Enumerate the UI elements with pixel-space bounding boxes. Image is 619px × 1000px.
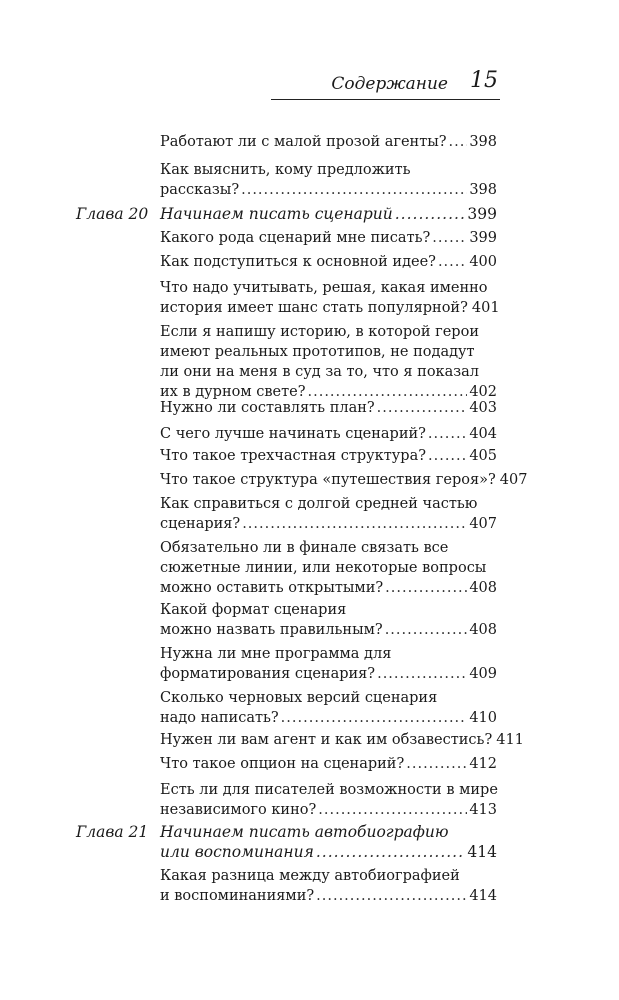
entry-text-line: Начинаем писать сценарий (160, 205, 393, 223)
entry-page-number: 398 (469, 182, 497, 198)
toc-entry (160, 132, 497, 152)
entry-text-line: Какая разница между автобиографией (160, 868, 460, 884)
dot-leader (395, 204, 466, 224)
entry-last-line (160, 398, 497, 418)
entry-text-line: Что надо учитывать, решая, какая именно (160, 280, 488, 296)
entry-text-line: можно назвать правильным? (160, 622, 383, 638)
entry-text-line: Есть ли для писателей возможности в мире (160, 782, 498, 798)
dot-leader (281, 708, 468, 728)
entry-page-number: 403 (469, 400, 497, 416)
dot-leader (438, 252, 467, 272)
toc-entry (160, 424, 497, 444)
entry-text-line: сценария? (160, 516, 241, 532)
entry-last-line (160, 424, 497, 444)
toc-entry (160, 398, 497, 418)
entry-text-line: Что такое структура «путешествия героя»? (160, 472, 496, 488)
entry-text-line: и воспоминаниями? (160, 888, 315, 904)
toc-entry (160, 600, 497, 640)
entry-text-line: Нужно ли составлять план? (160, 400, 375, 416)
entry-text-line: Как выяснить, кому предложить (160, 162, 411, 178)
entry-text-line: Какого рода сценарий мне писать? (160, 230, 431, 246)
toc-chapter-entry (76, 822, 497, 862)
entry-last-line (160, 180, 497, 200)
entry-page-number: 407 (469, 516, 497, 532)
toc-entry (160, 688, 497, 728)
entry-last-line (160, 446, 497, 466)
entry-last-line (160, 470, 528, 490)
entry-text-line: ли они на меня в суд за то, что я показал (160, 364, 480, 380)
entry-last-line (160, 730, 524, 750)
entry-last-line (160, 842, 497, 862)
entry-last-line (160, 514, 497, 534)
toc-entry (160, 494, 497, 534)
entry-last-line (160, 252, 497, 272)
entry-text-line: Что такое опцион на сценарий? (160, 756, 405, 772)
chapter-label: Глава 21 (76, 823, 149, 841)
chapter-label: Глава 20 (76, 205, 149, 223)
dot-leader (385, 578, 467, 598)
header-rule (271, 99, 500, 100)
toc-entry (160, 730, 524, 750)
toc-entry (160, 252, 497, 272)
dot-leader (242, 514, 467, 534)
entry-text-line: Сколько черновых версий сценария (160, 690, 438, 706)
entry-text-line: можно оставить открытыми? (160, 580, 384, 596)
entry-text-line: Как подступиться к основной идее? (160, 254, 436, 270)
entry-page-number: 398 (469, 134, 497, 150)
dot-leader (449, 132, 468, 152)
entry-last-line (160, 298, 500, 318)
entry-text-line: рассказы? (160, 182, 240, 198)
toc-entry (160, 278, 500, 318)
entry-text-line: Работают ли с малой прозой агенты? (160, 134, 447, 150)
entry-text-line: надо написать? (160, 710, 279, 726)
entry-text-line: Какой формат сценария (160, 602, 347, 618)
toc-chapter-entry (76, 204, 497, 224)
entry-last-line (160, 228, 497, 248)
entry-last-line (160, 708, 497, 728)
toc-entry (160, 644, 497, 684)
toc-entry (160, 866, 497, 906)
entry-page-number: 399 (469, 230, 497, 246)
entry-last-line (160, 578, 497, 598)
entry-text-line: Нужна ли мне программа для (160, 646, 392, 662)
dot-leader (385, 620, 468, 640)
entry-page-number: 405 (469, 448, 497, 464)
dot-leader (377, 664, 467, 684)
toc-entry (160, 780, 497, 820)
toc-entry (160, 538, 497, 598)
entry-last-line (160, 800, 497, 820)
entry-last-line (160, 204, 497, 224)
toc-entry (160, 446, 497, 466)
entry-page-number: 413 (469, 802, 497, 818)
entry-text-line: история имеет шанс стать популярной? (160, 300, 468, 316)
dot-leader (432, 228, 467, 248)
header-title: Содержание (331, 74, 448, 94)
entry-page-number: 404 (469, 426, 497, 442)
dot-leader (316, 842, 466, 862)
entry-text-line: Как справиться с долгой средней частью (160, 496, 478, 512)
toc-entry (160, 470, 528, 490)
entry-text-line: форматирования сценария? (160, 666, 376, 682)
toc-entry (160, 228, 497, 248)
toc-entry (160, 754, 497, 774)
entry-text-line: Если я напишу историю, в которой герои (160, 324, 479, 340)
entry-page-number: 407 (499, 472, 528, 488)
entry-page-number: 414 (469, 888, 497, 904)
entry-text-line: их в дурном свете? (160, 384, 306, 400)
entry-last-line (160, 886, 497, 906)
dot-leader (377, 398, 468, 418)
toc-entry (160, 160, 497, 200)
entry-text-line: сюжетные линии, или некоторые вопросы (160, 560, 487, 576)
entry-page-number: 401 (471, 300, 500, 316)
entry-text-line: Начинаем писать автобиографию (160, 823, 449, 841)
running-header (271, 68, 500, 102)
entry-page-number: 399 (467, 205, 497, 223)
entry-last-line (160, 754, 497, 774)
header-page-number: 15 (470, 68, 498, 93)
entry-page-number: 410 (469, 710, 497, 726)
entry-last-line (160, 132, 497, 152)
entry-last-line (160, 620, 497, 640)
entry-page-number: 409 (469, 666, 497, 682)
entry-page-number: 412 (469, 756, 497, 772)
entry-text-line: С чего лучше начинать сценарий? (160, 426, 426, 442)
dot-leader (406, 754, 467, 774)
entry-page-number: 411 (496, 732, 524, 748)
dot-leader (241, 180, 467, 200)
entry-page-number: 408 (469, 580, 497, 596)
entry-page-number: 408 (469, 622, 497, 638)
entry-text-line: независимого кино? (160, 802, 317, 818)
toc-entry (160, 322, 497, 402)
entry-text-line: Обязательно ли в финале связать все (160, 540, 449, 556)
entry-text-line: Что такое трехчастная структура? (160, 448, 426, 464)
entry-text-line: Нужен ли вам агент и как им обзавестись? (160, 732, 493, 748)
dot-leader (316, 886, 467, 906)
dot-leader (428, 424, 467, 444)
entry-text-line: имеют реальных прототипов, не подадут (160, 344, 475, 360)
entry-page-number: 402 (469, 384, 497, 400)
dot-leader (428, 446, 467, 466)
entry-text-line: или воспоминания (160, 843, 314, 861)
entry-page-number: 400 (469, 254, 497, 270)
dot-leader (318, 800, 467, 820)
entry-page-number: 414 (467, 843, 497, 861)
entry-last-line (160, 664, 497, 684)
